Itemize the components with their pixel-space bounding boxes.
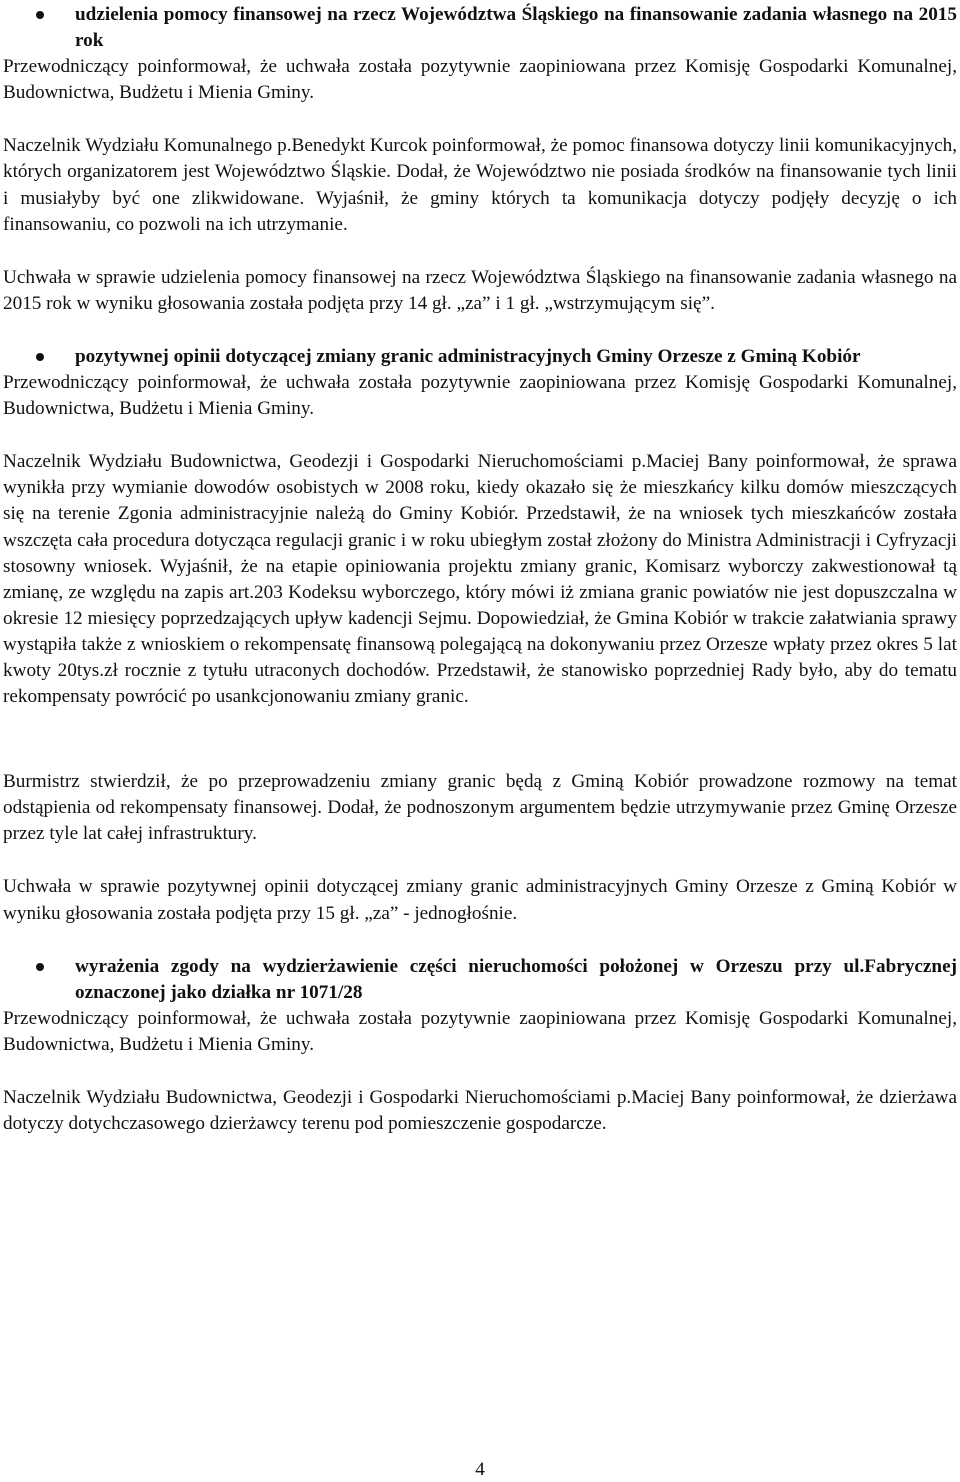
agenda-item-3 (3, 954, 957, 1006)
agenda-item-heading: wyrażenia zgody na wydzierżawienie części nieruchomości położonej w Orzeszu przy ul.Fabrycznej oznaczonej jako działka nr 1071/28 (75, 955, 957, 1003)
paragraph: Naczelnik Wydziału Budownictwa, Geodezji i Gospodarki Nieruchomościami p.Maciej Bany poinformował, że dzierżawa dotyczy dotychczasowego dzierżawcy terenu pod pomieszczenie gospodarcze. (3, 1087, 957, 1135)
agenda-item-heading: udzielenia pomocy finansowej na rzecz Województwa Śląskiego na finansowanie zadania własnego na 2015 rok (75, 4, 957, 52)
page-number: 4 (475, 1459, 485, 1480)
paragraph: Naczelnik Wydziału Komunalnego p.Benedykt Kurcok poinformował, że pomoc finansowa dotyczy linii komunikacyjnych, których organizatorem jest Województwo Śląskie. Dodał, że Województwo nie posiada środków na finansowanie tych linii i musiałyby być one zlikwidowane. Wyjaśnił, że gminy których ta komunikacja dotyczy podjęły decyzję o ich finansowaniu, co pozwoli na ich utrzymanie. (3, 135, 957, 235)
resolution-paragraph: Uchwała w sprawie udzielenia pomocy finansowej na rzecz Województwa Śląskiego na finansowanie zadania własnego na 2015 rok w wyniku głosowania została podjęta przy 14 gł. „za” i 1 gł. „wstrzymującym się”. (3, 266, 957, 314)
committee-note: Przewodniczący poinformował, że uchwała została pozytywnie zaopiniowana przez Komisję Gospodarki Komunalnej, Budownictwa, Budżetu i Mienia Gminy. (3, 56, 957, 104)
agenda-item-heading: pozytywnej opinii dotyczącej zmiany granic administracyjnych Gminy Orzesze z Gminą Kobiór (75, 345, 861, 367)
paragraph: Burmistrz stwierdził, że po przeprowadzeniu zmiany granic będą z Gminą Kobiór prowadzone rozmowy na temat odstąpienia od rekompensaty finansowej. Dodał, że podnoszonym argumentem będzie utrzymywanie przez Gminę Orzesze przez tyle lat całej infrastruktury. (3, 771, 957, 845)
committee-note: Przewodniczący poinformował, że uchwała została pozytywnie zaopiniowana przez Komisję Gospodarki Komunalnej, Budownictwa, Budżetu i Mienia Gminy. (3, 372, 957, 420)
paragraph: Naczelnik Wydziału Budownictwa, Geodezji i Gospodarki Nieruchomościami p.Maciej Bany poinformował, że sprawa wynikła przy wymianie dowodów osobistych w 2008 roku, kiedy okazało się że mieszkańcy kilku domów mieszczących się na terenie Zgonia administracyjnie należą do Gminy Kobiór. Przedstawił, że na wniosek tych mieszkańców została wszczęta cała procedura dotycząca regulacji granic i w roku ubiegłym został złożony do Ministra Administracji i Cyfryzacji stosowny wniosek. Wyjaśnił, że na etapie opiniowania projektu zmiany granic, Komisarz wyborczy zakwestionował tą zmianę, ze względu na zapis art.203 Kodeksu wyborczego, który mówi iż zmiana granic powiatów nie jest dopuszczalna w okresie 12 miesięcy poprzedzających upływ kadencji Sejmu. Dopowiedział, że Gmina Kobiór w trakcie załatwiania sprawy wystąpiła także z wnioskiem o rekompensatę finansową polegającą na dokonywaniu przez Orzesze wpłaty przez okres 5 lat kwoty 20tys.zł rocznie z tytułu utraconych dochodów. Przedstawił, że stanowisko poprzedniej Rady było, aby do tematu rekompensaty powrócić po usankcjonowaniu zmiany granic. (3, 451, 957, 708)
agenda-item-1 (3, 2, 957, 54)
bullet-icon (36, 11, 44, 19)
agenda-item-2 (3, 344, 957, 370)
bullet-icon (36, 353, 44, 361)
committee-note: Przewodniczący poinformował, że uchwała została pozytywnie zaopiniowana przez Komisję Gospodarki Komunalnej, Budownictwa, Budżetu i Mienia Gminy. (3, 1007, 957, 1055)
bullet-icon (36, 963, 44, 971)
document-page (3, 2, 957, 1137)
resolution-paragraph: Uchwała w sprawie pozytywnej opinii dotyczącej zmiany granic administracyjnych Gminy Orzesze z Gminą Kobiór w wyniku głosowania została podjęta przy 15 gł. „za” - jednogłośnie. (3, 876, 957, 924)
